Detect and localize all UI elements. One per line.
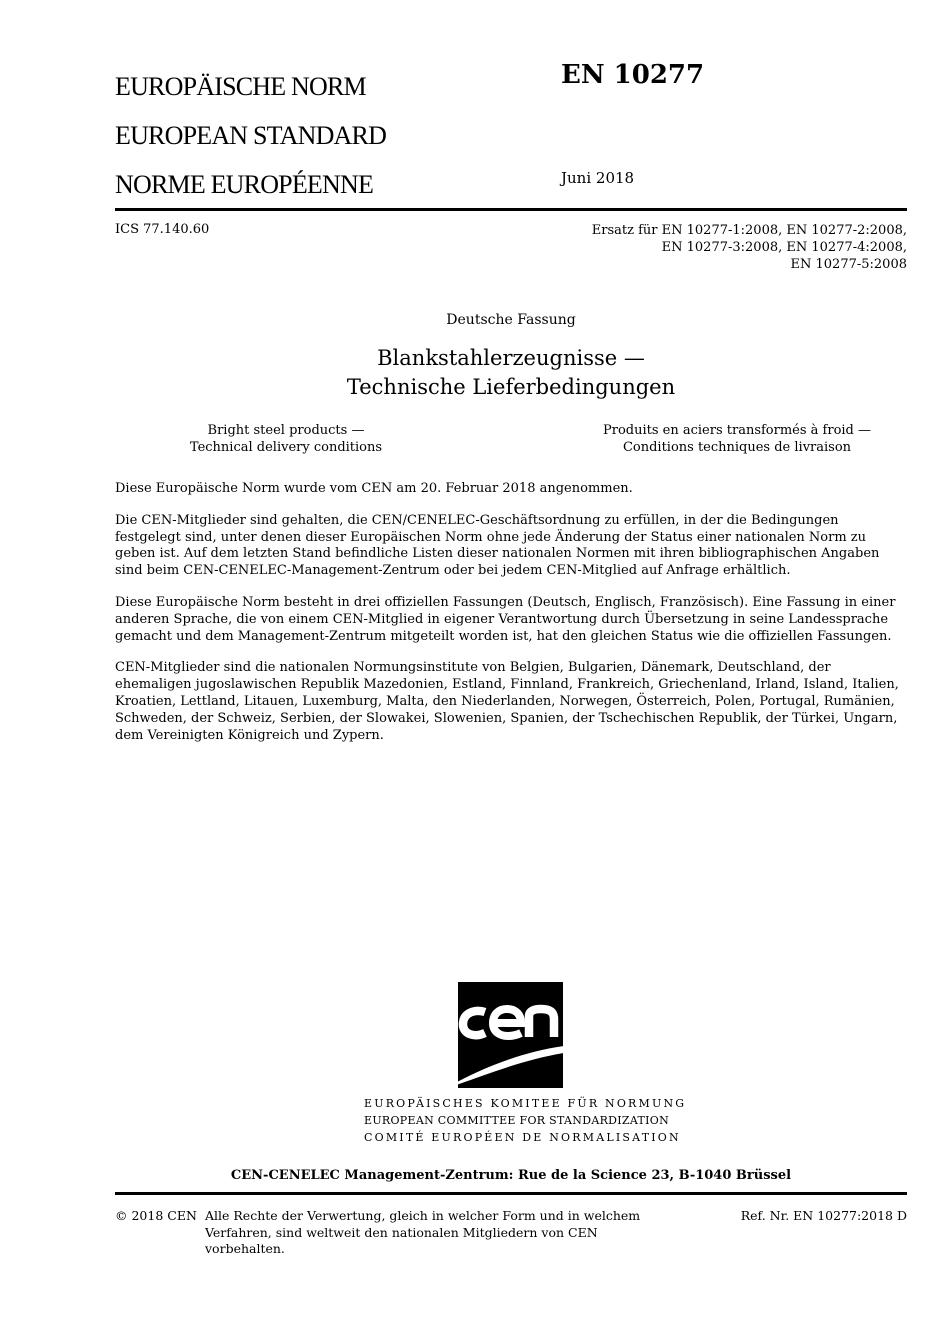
title-english-line: Bright steel products —: [207, 423, 365, 438]
paragraph-members: CEN-Mitglieder sind die nationalen Normungsinstitute von Belgien, Bulgarien, Dänemark, Deutschland, der ehemaligen jugoslawischen Republik Mazedonien, Estland, Finnland, Frankreich, Griechenland, Irland, Island, Italien, Kroatien, Lettland, Litauen, Luxemburg, Malta, den Niederlanden, Norwegen, Österreich, Polen, Portugal, Rumänien, Schweden, der Schweiz, Serbien, der Slowakei, Slowenien, Spanien, der Tschechischen Republik, der Türkei, Ungarn, dem Vereinigten Königreich und Zypern.: [115, 660, 899, 743]
title-french: [587, 422, 887, 456]
rights-line: Verfahren, sind weltweit den nationalen Mitgliedern von CEN: [205, 1224, 598, 1240]
replacement-line: EN 10277-3:2008, EN 10277-4:2008,: [661, 240, 907, 255]
title-english: [136, 422, 436, 456]
standard-name-fr: NORME EUROPÉENNE: [115, 170, 374, 199]
replacement-line: EN 10277-5:2008: [790, 257, 907, 272]
committee-names: [364, 1095, 686, 1146]
reference-number: Ref. Nr. EN 10277:2018 D: [740, 1208, 907, 1223]
committee-name-de: EUROPÄISCHES KOMITEE FÜR NORMUNG: [364, 1097, 687, 1110]
paragraph-obligations: Die CEN-Mitglieder sind gehalten, die CEN/CENELEC-Geschäftsordnung zu erfüllen, in der die Bedingungen festgelegt sind, unter denen dieser Europäischen Norm ohne jede Änderung der Status einer nationalen Norm zu geben ist. Auf dem letzten Stand befindliche Listen dieser nationalen Normen mit ihren bibliographischen Angaben sind beim CEN-CENELEC-Management-Zentrum oder bei jedem CEN-Mitglied auf Anfrage erhältlich.: [115, 512, 880, 579]
title-french-line: Conditions techniques de livraison: [622, 440, 852, 455]
paragraph-adoption: Diese Europäische Norm wurde vom CEN am 20. Februar 2018 angenommen.: [115, 481, 633, 496]
standard-name-de: EUROPÄISCHE NORM: [115, 72, 366, 101]
body-text: [115, 481, 907, 759]
header-divider: [115, 208, 907, 211]
title-german-line: Technische Lieferbedingungen: [346, 375, 676, 399]
rights-line: Alle Rechte der Verwertung, gleich in welcher Form und in welchem: [205, 1208, 641, 1223]
version-label: Deutsche Fassung: [446, 312, 576, 328]
title-german-line: Blankstahlerzeugnisse —: [377, 346, 645, 370]
standard-names: [115, 62, 386, 209]
cen-logo-icon: [458, 982, 563, 1088]
rights-line: vorbehalten.: [205, 1241, 285, 1256]
standard-name-en: EUROPEAN STANDARD: [115, 121, 387, 150]
copyright-notice: © 2018 CEN: [115, 1208, 197, 1223]
replacement-info: [487, 222, 907, 273]
standard-number: EN 10277: [561, 60, 705, 90]
title-german: [0, 344, 950, 402]
management-centre-address: CEN-CENELEC Management-Zentrum: Rue de la Science 23, B-1040 Brüssel: [230, 1168, 792, 1183]
committee-name-fr: COMITÉ EUROPÉEN DE NORMALISATION: [364, 1131, 681, 1144]
title-french-line: Produits en aciers transformés à froid —: [602, 423, 872, 438]
replacement-line: Ersatz für EN 10277-1:2008, EN 10277-2:2008,: [591, 223, 907, 238]
rights-statement: [205, 1208, 641, 1258]
committee-name-en: EUROPEAN COMMITTEE FOR STANDARDIZATION: [364, 1114, 670, 1127]
ics-code: ICS 77.140.60: [115, 222, 210, 237]
paragraph-versions: Diese Europäische Norm besteht in drei offiziellen Fassungen (Deutsch, Englisch, Französisch). Eine Fassung in einer anderen Sprache, die von einem CEN-Mitglied in eigener Verantwortung durch Übersetzung in seine Landessprache gemacht und dem Management-Zentrum mitgeteilt worden ist, hat den gleichen Status wie die offiziellen Fassungen.: [115, 594, 896, 644]
footer-divider: [115, 1192, 907, 1195]
publication-date: Juni 2018: [561, 169, 635, 187]
title-english-line: Technical delivery conditions: [189, 440, 383, 455]
